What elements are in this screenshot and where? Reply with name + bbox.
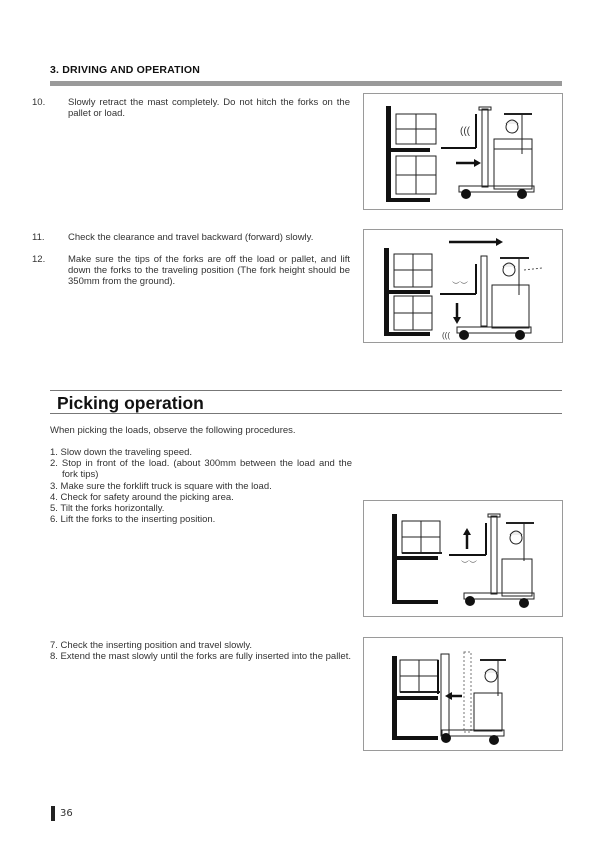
section-rule-bottom [50, 413, 562, 414]
chapter-divider [50, 81, 562, 86]
picking-step: 5. Tilt the forks horizontally. [50, 503, 165, 515]
svg-text:(((: ((( [442, 331, 450, 340]
picking-step: 2. Stop in front of the load. (about 300mm between the load and the fork tips) [50, 458, 352, 481]
svg-text:(((: ((( [460, 126, 470, 137]
picking-step: 4. Check for safety around the picking area. [50, 491, 234, 503]
picking-step: 6. Lift the forks to the inserting position. [50, 514, 216, 526]
picking-steps-list-b [50, 640, 352, 662]
picking-steps-list [50, 447, 352, 525]
page-number: 36 [60, 808, 73, 819]
chapter-title: 3. DRIVING AND OPERATION [50, 64, 201, 76]
page-number-marker [51, 806, 55, 821]
retract-mast-illustration [363, 93, 563, 210]
section-rule-top [50, 390, 562, 391]
step-12: 12. Make sure the tips of the forks are off the load or pallet, and lift down the forks to the traveling position (The fork height should be 350mm from the ground). [32, 254, 350, 288]
insert-forks-illustration [363, 637, 563, 751]
section-title: Picking operation [57, 393, 204, 413]
step-10: 10. Slowly retract the mast completely. Do not hitch the forks on the pallet or load. [32, 97, 350, 120]
section-intro: When picking the loads, observe the following procedures. [50, 425, 296, 436]
lift-forks-illustration [363, 500, 563, 617]
picking-step: 1. Slow down the traveling speed. [50, 447, 193, 458]
picking-step: 3. Make sure the forklift truck is square with the load. [50, 480, 272, 492]
picking-step: 8. Extend the mast slowly until the forks are fully inserted into the pallet. [50, 651, 351, 663]
svg-text:︶︶: ︶︶ [452, 281, 468, 290]
svg-text:︶︶: ︶︶ [461, 560, 477, 569]
travel-backward-illustration [363, 229, 563, 343]
picking-step: 7. Check the inserting position and travel slowly. [50, 640, 253, 651]
step-11: 11. Check the clearance and travel backward (forward) slowly. [32, 232, 314, 243]
